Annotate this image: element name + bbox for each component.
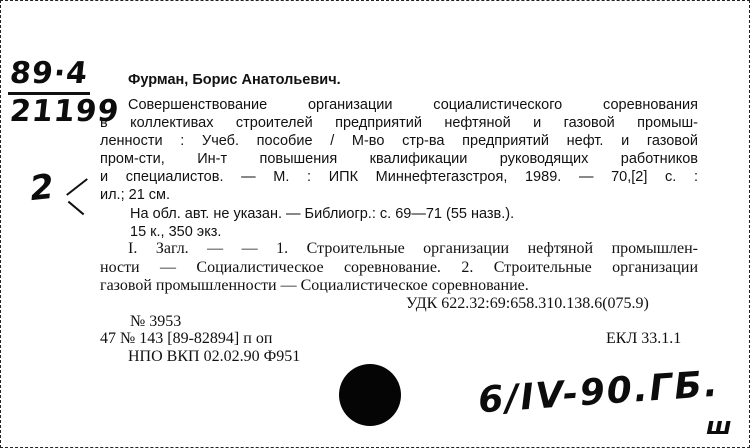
- print-number: 47 № 143 [89-82894] п оп: [100, 330, 273, 347]
- title-line: ленности : Учеб. пособие / М-во стр-ва предприятий нефт. и газовой: [100, 133, 698, 149]
- title-line: в коллективах строителей предприятий нефтяной и газовой промыш-: [100, 115, 698, 131]
- handwritten-date: 6/IV-90.ГБ.: [476, 363, 721, 422]
- subject-line: ности — Социалистическое соревнование. 2. Строительные организации: [100, 259, 698, 276]
- copies-check-mark: [66, 178, 88, 196]
- handwritten-inventory-number: 21199: [8, 94, 122, 129]
- title-line: и специалистов. — М. : ИПК Миннефтегазстроя, 1989. — 70,[2] с. :: [100, 169, 698, 185]
- card-border-top: [0, 0, 750, 3]
- subject-line: газовой промышленности — Социалистическое соревнование.: [100, 277, 529, 294]
- title-line: пром-сти, Ин-т повышения квалификации руководящих работников: [100, 151, 698, 167]
- handwritten-shelf-mark: 89·4: [8, 56, 90, 91]
- punch-hole: [339, 364, 401, 426]
- ekl-code: ЕКЛ 33.1.1: [606, 330, 682, 347]
- handwritten-corner-note: ш: [706, 412, 732, 440]
- note-author: На обл. авт. не указан. — Библиогр.: с. 69—71 (55 назв.).: [130, 206, 515, 222]
- card-border-left: [0, 0, 3, 448]
- order-number: № 3953: [130, 313, 182, 330]
- note-print-run: 15 к., 350 экз.: [130, 224, 222, 240]
- npo-imprint: НПО ВКП 02.02.90 Ф951: [128, 348, 301, 365]
- author-heading: Фурман, Борис Анатольевич.: [128, 72, 341, 88]
- handwritten-copies-count: 2: [27, 166, 56, 210]
- subject-line: I. Загл. — — 1. Строительные организации нефтяной промышлен-: [128, 240, 698, 257]
- title-line: Совершенствование организации социалистического соревнования: [128, 97, 698, 113]
- udc-classification: УДК 622.32:69:658.310.138.6(075.9): [406, 295, 649, 312]
- copies-check-mark-tail: [68, 201, 85, 215]
- title-line: ил.; 21 см.: [100, 187, 171, 203]
